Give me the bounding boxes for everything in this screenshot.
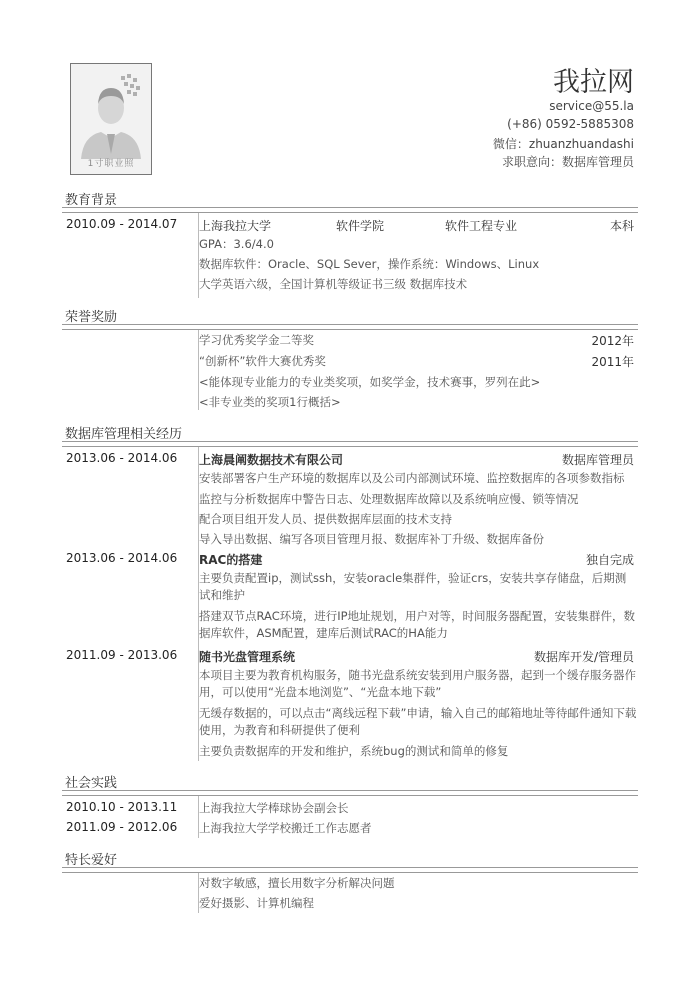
honor-text: <非专业类的奖项1行概括> — [199, 395, 341, 409]
job-role: 数据库开发/管理员 — [533, 650, 634, 664]
education-date: 2010.09 - 2014.07 — [66, 217, 178, 231]
honor-item — [0, 332, 700, 352]
major: 软件工程专业 — [445, 219, 518, 233]
phone: (+86) 0592-5885308 — [507, 117, 634, 131]
social-item — [0, 800, 700, 820]
job-org: 上海晨阐数据技术有限公司 — [199, 453, 344, 467]
social-text: 上海我拉大学学校搬迁工作志愿者 — [199, 821, 372, 835]
section-title-hobbies: 特长爱好 — [65, 853, 118, 868]
college: 软件学院 — [336, 219, 385, 233]
social-item — [0, 820, 700, 840]
section-title-honors: 荣誉奖励 — [65, 310, 118, 325]
job-role: 独自完成 — [585, 553, 634, 567]
wechat: 微信：zhuanzhuandashi — [492, 137, 634, 151]
job-detail: 本项目主要为教育机构服务，随书光盘系统安装到用户服务器，起到一个缓存服务器作用，可以使用“光盘本地浏览”、“光盘本地下载” — [199, 668, 636, 699]
job-date: 2013.06 - 2014.06 — [66, 451, 178, 465]
section-divider — [62, 207, 638, 213]
section-divider — [62, 441, 638, 447]
job-detail: 搭建双节点RAC环境，进行IP地址规划，用户对等，时间服务器配置，安装集群件，数据库软件，ASM配置，建库后测试RAC的HA能力 — [199, 609, 636, 640]
photo-caption: 1寸职业照 — [87, 159, 135, 169]
job-date: 2011.09 - 2013.06 — [66, 648, 178, 662]
honor-text: 学习优秀奖学金二等奖 — [199, 333, 314, 347]
gpa: GPA：3.6/4.0 — [199, 237, 274, 251]
education-line: 数据库软件：Oracle、SQL Sever，操作系统：Windows、Linux — [199, 257, 540, 271]
school: 上海我拉大学 — [199, 219, 272, 233]
honor-text: “创新杯”软件大赛优秀奖 — [199, 354, 326, 368]
job-role: 数据库管理员 — [561, 453, 634, 467]
honor-item — [0, 353, 700, 373]
job-date: 2013.06 - 2014.06 — [66, 551, 178, 565]
section-title-education: 教育背景 — [65, 193, 118, 208]
social-text: 上海我拉大学棒球协会副会长 — [199, 801, 349, 815]
social-date: 2011.09 - 2012.06 — [66, 820, 178, 834]
job-detail: 配合项目组开发人员、提供数据库层面的技术支持 — [199, 512, 452, 526]
candidate-name: 我拉网 — [553, 67, 634, 98]
job-org: RAC的搭建 — [199, 553, 263, 567]
education-row — [0, 217, 700, 237]
hobby-item: 爱好摄影、计算机编程 — [199, 896, 314, 910]
hobby-item: 对数字敏感，擅长用数字分析解决问题 — [199, 876, 395, 890]
job-header — [0, 648, 700, 668]
honor-year: 2012年 — [591, 334, 634, 348]
degree: 本科 — [609, 219, 634, 233]
job-detail: 主要负责数据库的开发和维护，系统bug的测试和简单的修复 — [199, 744, 509, 758]
profile-photo — [70, 63, 152, 175]
education-line: 大学英语六级，全国计算机等级证书三级 数据库技术 — [199, 277, 468, 291]
section-divider — [62, 867, 638, 873]
honor-year: 2011年 — [591, 355, 634, 369]
job-detail: 导入导出数据、编写各项目管理月报、数据库补丁升级、数据库备份 — [199, 532, 544, 546]
social-date: 2010.10 - 2013.11 — [66, 800, 178, 814]
job-objective: 求职意向：数据库管理员 — [501, 155, 634, 169]
job-header — [0, 451, 700, 471]
job-org: 随书光盘管理系统 — [199, 650, 296, 664]
job-detail: 监控与分析数据库中警告日志、处理数据库故障以及系统响应慢、锁等情况 — [199, 492, 579, 506]
section-title-experience: 数据库管理相关经历 — [65, 427, 183, 442]
section-divider — [62, 324, 638, 330]
job-detail: 无缓存数据的，可以点击“离线远程下载”申请，输入自己的邮箱地址等待邮件通知下载使用，为教育和科研提供了便利 — [199, 706, 637, 737]
section-divider — [62, 790, 638, 796]
section-title-social: 社会实践 — [65, 776, 118, 791]
job-header — [0, 551, 700, 571]
email[interactable]: service@55.la — [549, 99, 634, 113]
honor-text: <能体现专业能力的专业类奖项，如奖学金，技术赛事，罗列在此> — [199, 375, 541, 389]
job-detail: 安装部署客户生产环境的数据库以及公司内部测试环境、监控数据库的各项参数指标 — [199, 471, 625, 485]
job-detail: 主要负责配置ip，测试ssh，安装oracle集群件，验证crs，安装共享存储盘，后期测试和维护 — [199, 571, 627, 602]
